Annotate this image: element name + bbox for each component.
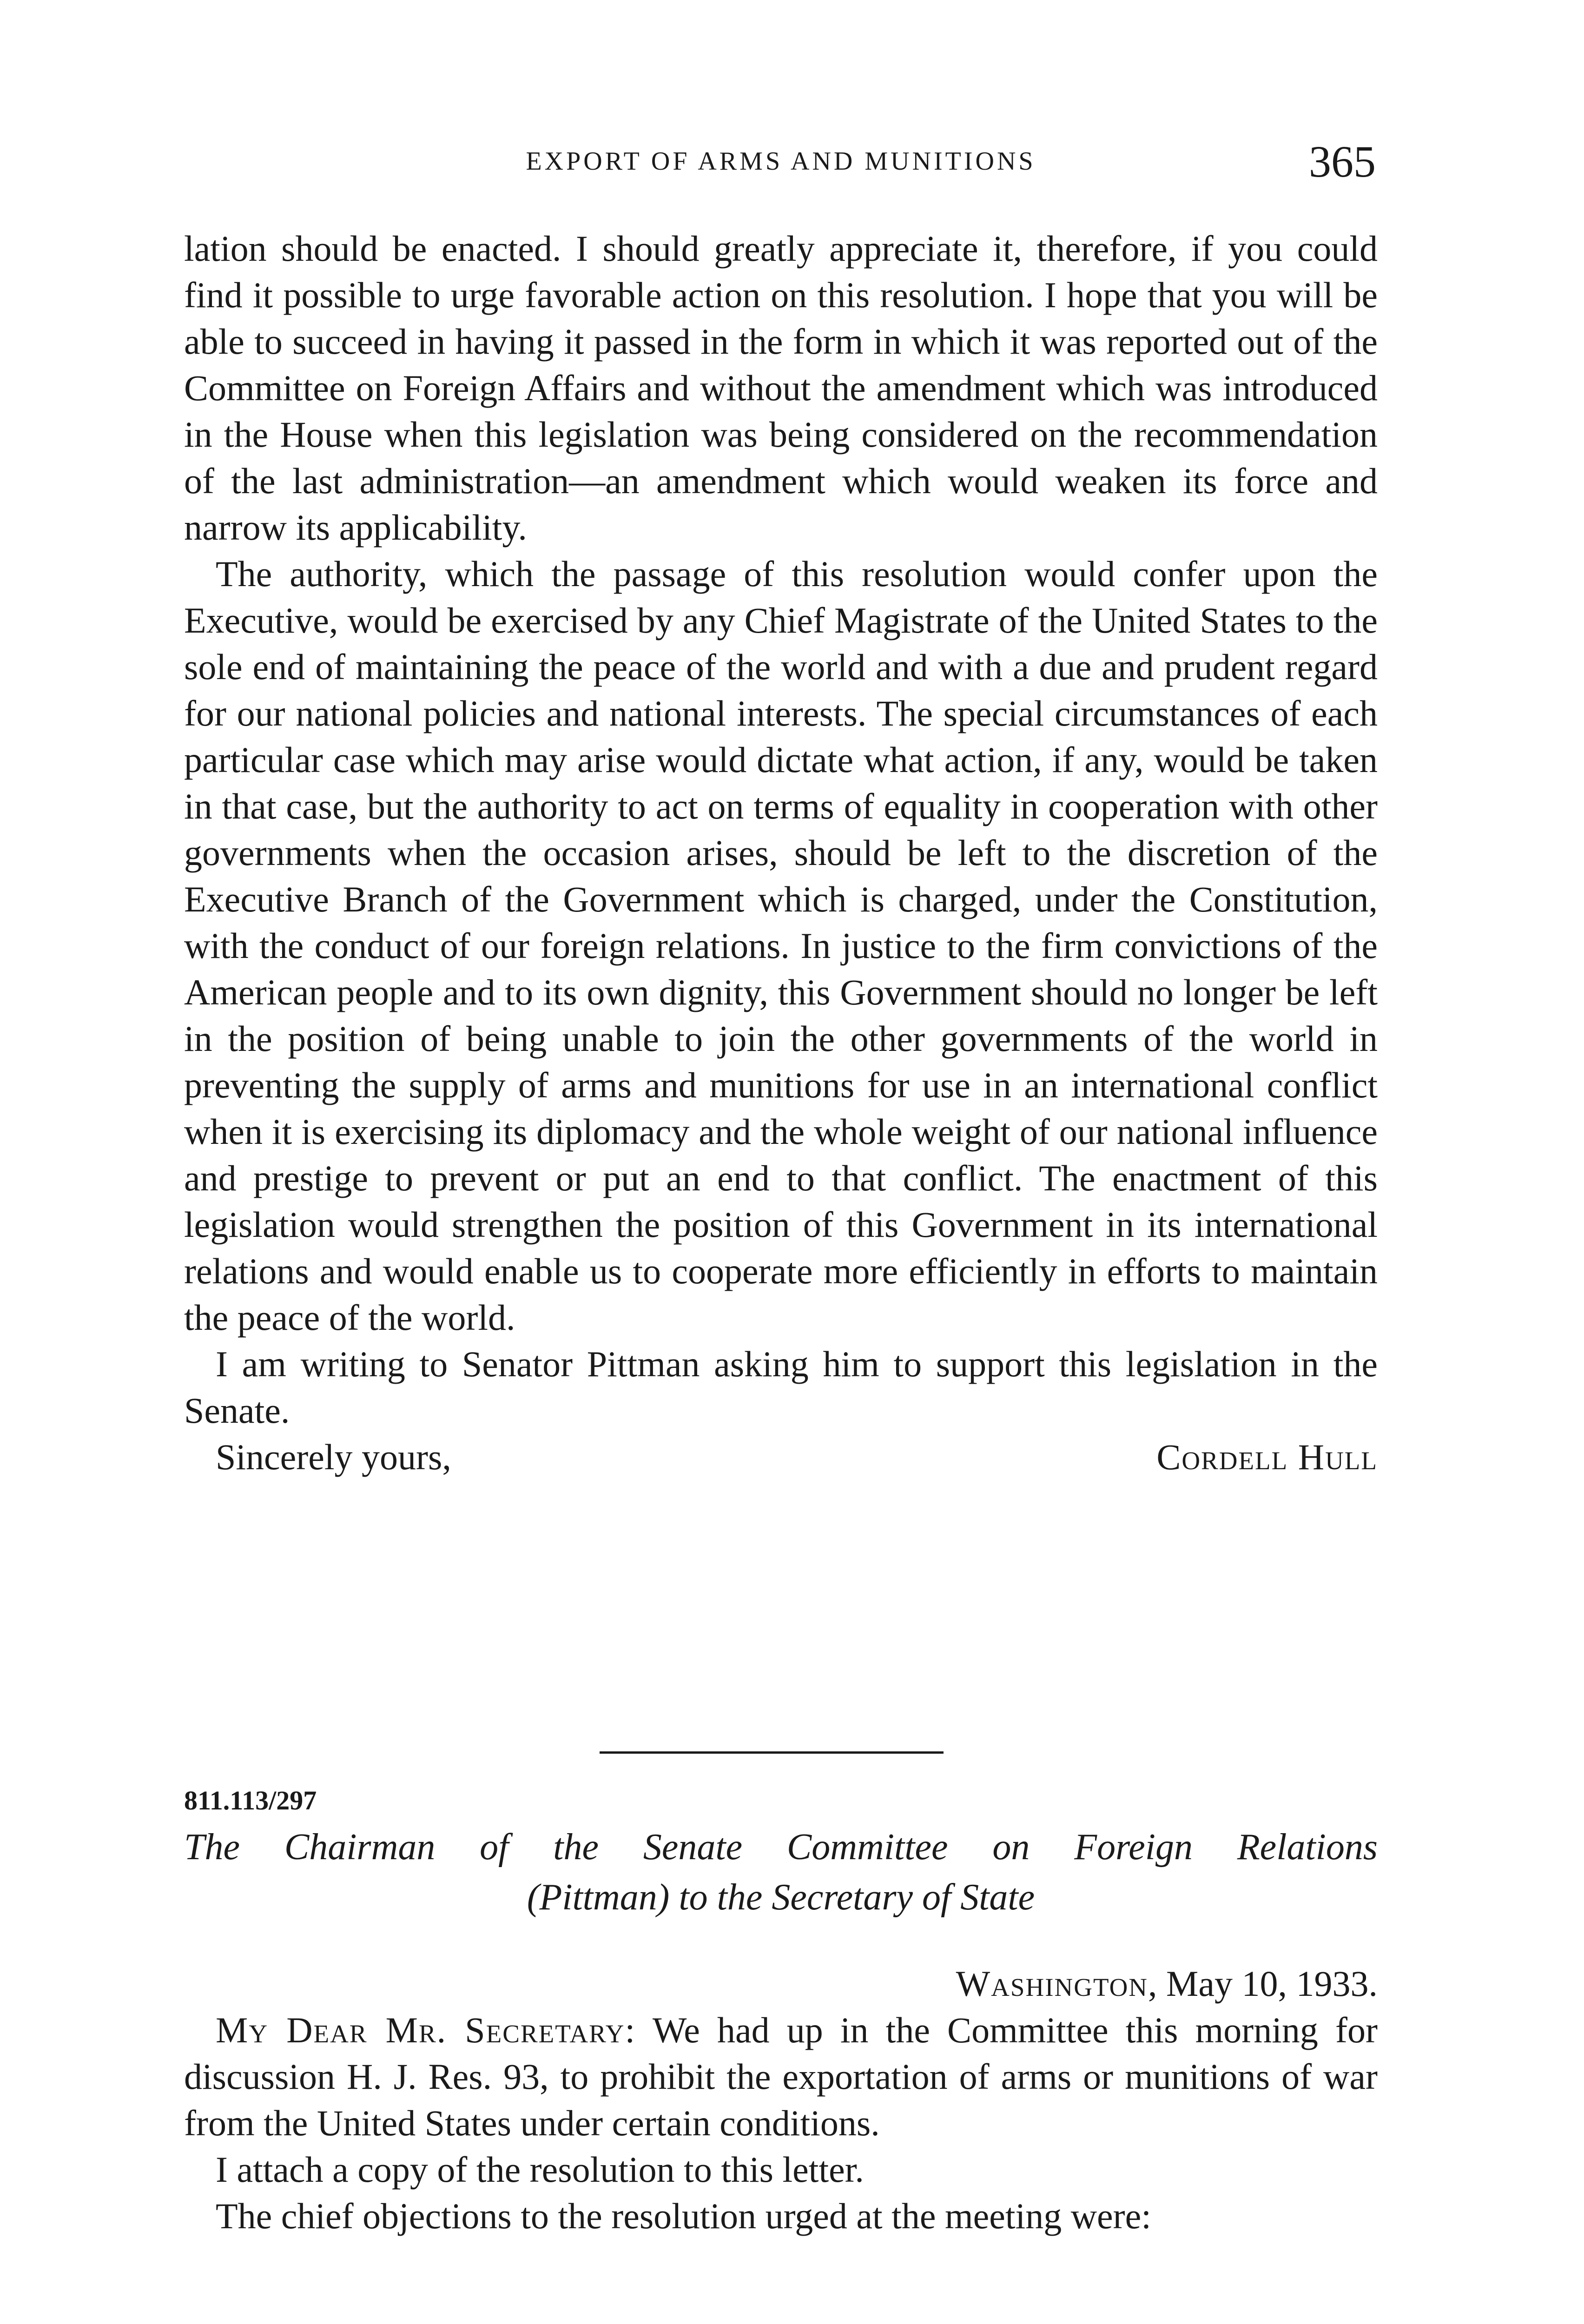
body-paragraph-2: The authority, which the passage of this resolution would confer upon the Executive, would be exercised by any Chief Magistrate of the United States to the sole end of maintaining the peace of the world and with a due and prudent regard for our national policies and national interests. The special circumstances of each particular case which may arise would dictate what action, if any, would be taken in that case, but the authority to act on terms of equality in cooperation with other governments when the occasion arises, should be left to the discretion of the Executive Branch of the Government which is charged, under the Constitution, with the conduct of our foreign relations. In justice to the firm convictions of the American people and to its own dignity, this Government should no longer be left in the position of being unable to join the other governments of the world in preventing the supply of arms and munitions for use in an international conflict when it is exercising its diplomacy and the whole weight of our national influence and prestige to prevent or put an end to that conflict. The enactment of this legislation would strengthen the position of this Government in its international relations and would enable us to cooperate more efficiently in efforts to maintain the peace of the world. [184, 554, 1378, 1338]
file-number: 811.113/297 [184, 1785, 317, 1816]
letter-paragraph-2: I attach a copy of the resolution to this letter. [216, 2149, 864, 2190]
title-line-2: (Pittman) to the Secretary of State [527, 1877, 1035, 1918]
letter-paragraph-1 [184, 2007, 1378, 2146]
section-divider [600, 1751, 944, 1754]
document-title [184, 1822, 1378, 1922]
dateline [184, 1961, 1378, 2007]
letter-body [184, 1961, 1378, 2239]
letter-paragraph-1-text: We had up in the Committee this morning for discussion H. J. Res. 93, to prohibit the exportation of arms or munitions of war from the United States under certain conditions. [184, 2010, 1378, 2143]
dateline-date: , May 10, 1933. [1148, 1963, 1378, 2004]
body-paragraph-3: I am writing to Senator Pittman asking him to support this legislation in the Senate. [184, 1344, 1378, 1431]
salutation: My Dear Mr. Secretary: [216, 2010, 636, 2050]
body-paragraph-1: lation should be enacted. I should greatly appreciate it, therefore, if you could find it possible to urge favorable action on this resolution. I hope that you will be able to succeed in having it passed in the form in which it was reported out of the Committee on Foreign Affairs and without the amendment which was introduced in the House when this legislation was being considered on the recommendation of the last administration—an amendment which would weaken its force and narrow its applicability. [184, 228, 1378, 548]
page-number: 365 [1309, 137, 1376, 186]
dateline-place: Washington [956, 1963, 1148, 2004]
letter-continuation [184, 225, 1378, 1480]
running-head: EXPORT OF ARMS AND MUNITIONS [526, 147, 1036, 176]
signature: Cordell Hull [1156, 1437, 1378, 1477]
closing-row [184, 1434, 1378, 1480]
closing: Sincerely yours, [216, 1437, 451, 1477]
title-line-1: The Chairman of the Senate Committee on Foreign Relations [184, 1827, 1378, 1868]
letter-paragraph-3: The chief objections to the resolution urged at the meeting were: [216, 2196, 1151, 2236]
